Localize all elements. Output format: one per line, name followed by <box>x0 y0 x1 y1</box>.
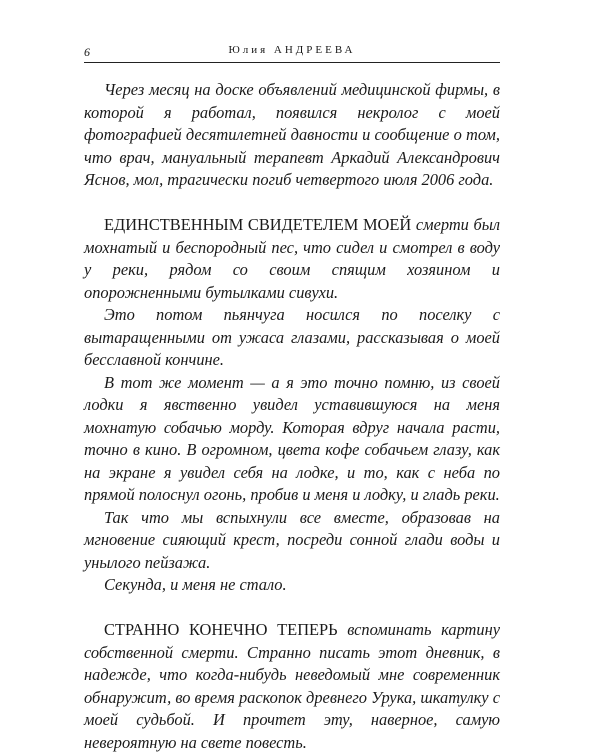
paragraph-7: СТРАННО КОНЕЧНО ТЕПЕРЬ вспоминать картину собственной смерти. Странно писать этот дневник, в надежде, что когда-нибудь неведомый мне современник обнаружит, во время раскопок древнего Урука, шкатулку с моей судьбой. И прочтет эту, наверное, самую невероятную на свете повесть. <box>84 620 500 752</box>
running-head: Юлия АНДРЕЕВА <box>228 44 356 56</box>
page-header <box>84 40 500 60</box>
section-lead-1: ЕДИНСТВЕННЫМ СВИДЕТЕЛЕМ МОЕЙ <box>104 215 412 234</box>
paragraph-2: ЕДИНСТВЕННЫМ СВИДЕТЕЛЕМ МОЕЙ смерти был мохнатый и беспородный пес, что сидел и смотрел в воду у реки, рядом со своим спящим хозяином и опорожненными бутылками сивухи. <box>84 215 500 302</box>
header-rule <box>84 62 500 63</box>
section-lead-2: СТРАННО КОНЕЧНО ТЕПЕРЬ <box>104 620 338 639</box>
paragraph-3: Это потом пьянчуга носился по поселку с вытаращенными от ужаса глазами, рассказывая о моей бесславной кончине. <box>84 305 500 369</box>
paragraph-6: Секунда, и меня не стало. <box>104 575 287 594</box>
paragraph-4: В тот же момент — а я это точно помню, из своей лодки я явственно увидел уставившуюся на меня мохнатую собачью морду. Которая вдруг начала расти, точно в кино. В огромном, цвета кофе собачьем глазу, как на экране я увидел себя на лодке, и то, как с неба по прямой полоснул огонь, пробив и меня и лодку, и гладь реки. <box>84 372 500 504</box>
body-text <box>84 79 500 754</box>
paragraph-1: Через месяц на доске объявлений медицинской фирмы, в которой я работал, появился некролог с моей фотографией десятилетней давности и сообщение о том, что врач, мануальный терапевт Аркадий Александрович Яснов, мол, трагически погиб четвертого июля 2006 года. <box>84 80 500 189</box>
page-number: 6 <box>84 45 90 59</box>
paragraph-5: Так что мы вспыхнули все вместе, образовав на мгновение сияющий крест, посреди сонной глади воды и унылого пейзажа. <box>84 507 500 572</box>
